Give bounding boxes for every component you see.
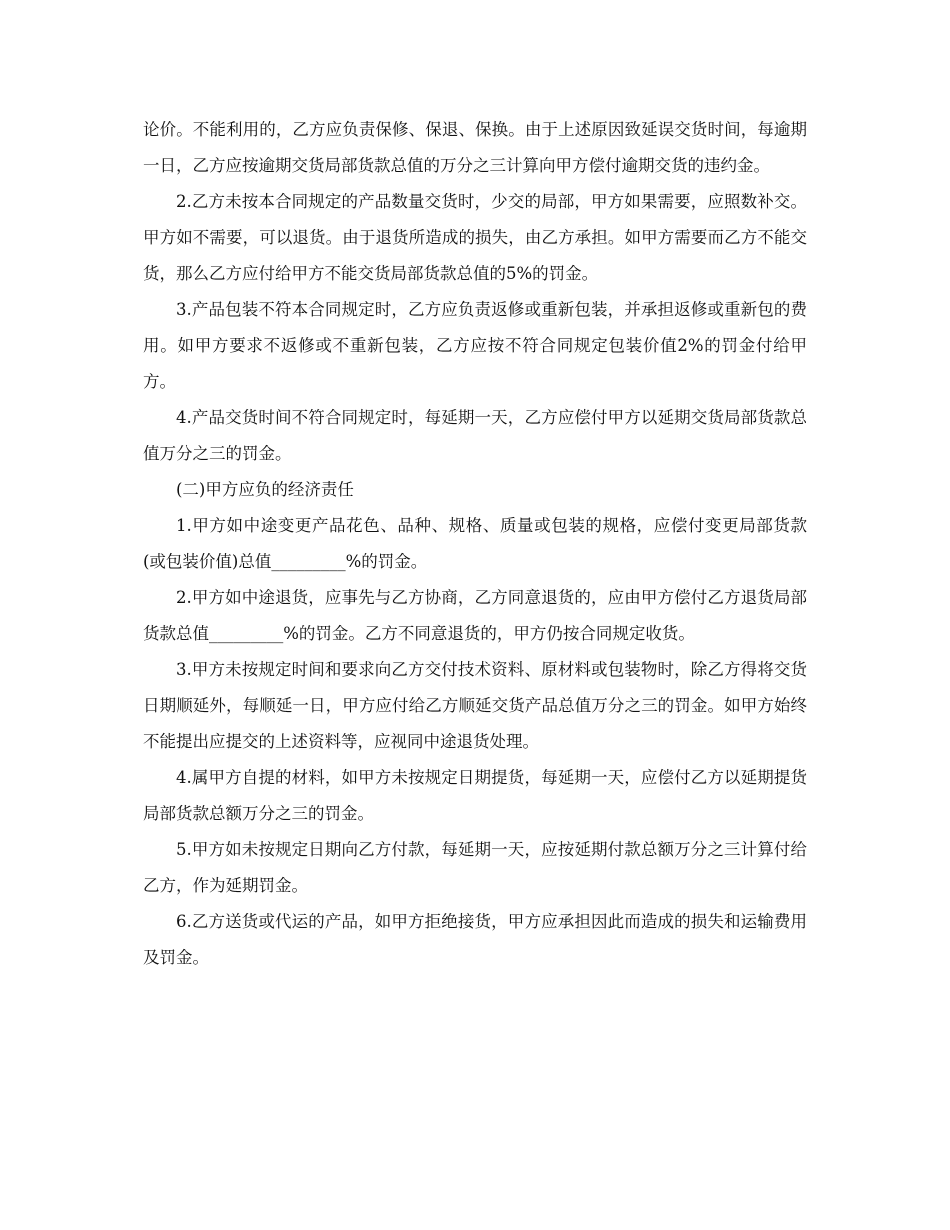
paragraph-clause-return: 2.甲方如中途退货，应事先与乙方协商，乙方同意退货的，应由甲方偿付乙方退货局部货款总值_________%的罚金。乙方不同意退货的，甲方仍按合同规定收货。 [143, 588, 807, 643]
paragraph-clause-quantity: 2.乙方未按本合同规定的产品数量交货时，少交的局部，甲方如果需要，应照数补交。甲方如不需要，可以退货。由于退货所造成的损失，由乙方承担。如甲方需要而乙方不能交货，那么乙方应付给甲方不能交货局部货款总值的5%的罚金。 [143, 192, 807, 283]
paragraph-clause-change: 1.甲方如中途变更产品花色、品种、规格、质量或包装的规格，应偿付变更局部货款(或包装价值)总值_________%的罚金。 [143, 516, 807, 571]
paragraph-clause-pickup: 4.属甲方自提的材料，如甲方未按规定日期提货，每延期一天，应偿付乙方以延期提货局部货款总额万分之三的罚金。 [143, 768, 807, 823]
paragraph-clause-delivery-time: 4.产品交货时间不符合同规定时，每延期一天，乙方应偿付甲方以延期交货局部货款总值万分之三的罚金。 [143, 408, 807, 463]
paragraph-continuation: 论价。不能利用的，乙方应负责保修、保退、保换。由于上述原因致延误交货时间，每逾期一日，乙方应按逾期交货局部货款总值的万分之三计算向甲方偿付逾期交货的违约金。 [143, 120, 807, 175]
paragraph-clause-refusal: 6.乙方送货或代运的产品，如甲方拒绝接货，甲方应承担因此而造成的损失和运输费用及罚金。 [143, 912, 807, 967]
paragraph-clause-payment: 5.甲方如未按规定日期向乙方付款，每延期一天，应按延期付款总额万分之三计算付给乙方，作为延期罚金。 [143, 840, 807, 895]
paragraph-clause-packaging: 3.产品包装不符本合同规定时，乙方应负责返修或重新包装，并承担返修或重新包的费用。如甲方要求不返修或不重新包装，乙方应按不符合同规定包装价值2%的罚金付给甲方。 [143, 300, 807, 391]
section-heading-party-a-liability: (二)甲方应负的经济责任 [176, 480, 354, 499]
paragraph-clause-materials: 3.甲方未按规定时间和要求向乙方交付技术资料、原材料或包装物时，除乙方得将交货日期顺延外，每顺延一日，甲方应付给乙方顺延交货产品总值万分之三的罚金。如甲方始终不能提出应提交的上述资料等，应视同中途退货处理。 [143, 660, 807, 751]
document-body [143, 112, 807, 976]
